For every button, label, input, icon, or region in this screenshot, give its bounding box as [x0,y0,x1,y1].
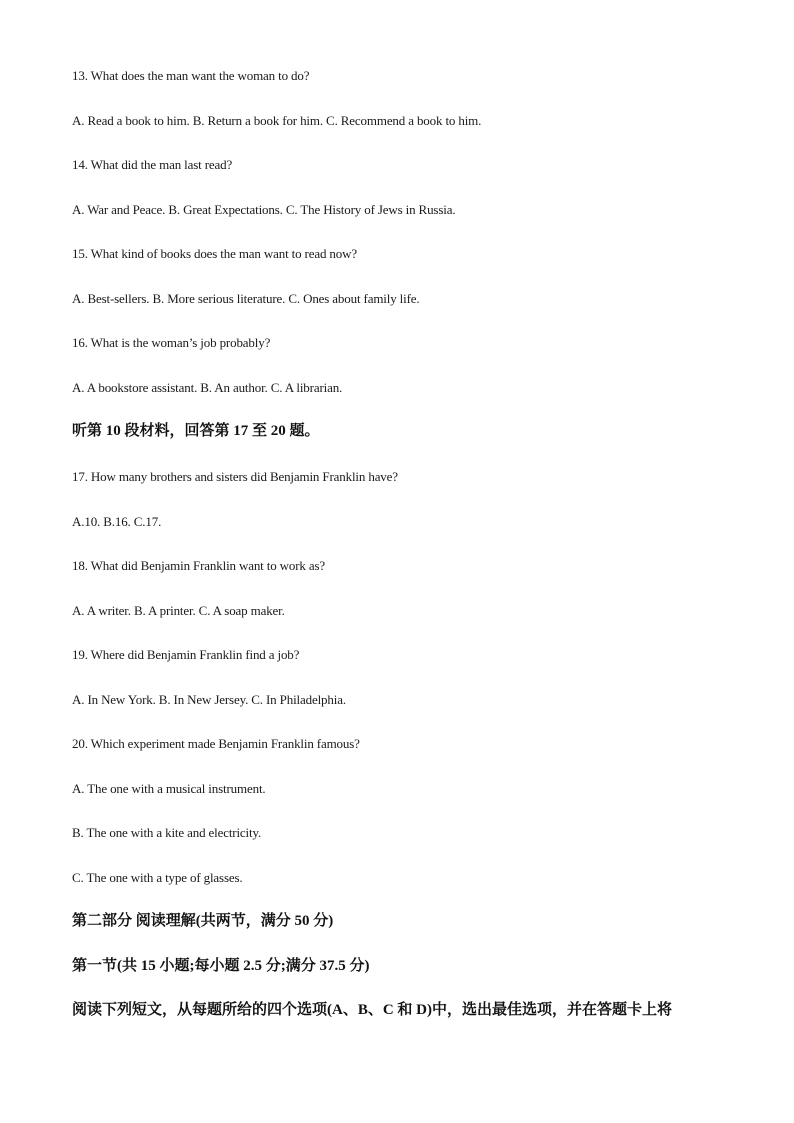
reading-instruction: 阅读下列短文，从每题所给的四个选项(A、B、C 和 D)中，选出最佳选项，并在答题卡上将 [72,1002,672,1018]
section-one-heading: 第一节(共 15 小题;每小题 2.5 分;满分 37.5 分) [72,958,370,974]
question-15: 15. What kind of books does the man want to read now? [72,246,357,261]
option-20-b: B. The one with a kite and electricity. [72,825,262,840]
question-18: 18. What did Benjamin Franklin want to work as? [72,558,326,573]
options-19: A. In New York. B. In New Jersey. C. In Philadelphia. [72,692,346,707]
options-17: A.10. B.16. C.17. [72,514,162,529]
options-13: A. Read a book to him. B. Return a book for him. C. Recommend a book to him. [72,113,482,128]
question-17: 17. How many brothers and sisters did Benjamin Franklin have? [72,469,398,484]
question-14: 14. What did the man last read? [72,157,233,172]
option-20-c: C. The one with a type of glasses. [72,870,243,885]
options-14: A. War and Peace. B. Great Expectations. C. The History of Jews in Russia. [72,202,456,217]
question-16: 16. What is the woman’s job probably? [72,335,271,350]
question-19: 19. Where did Benjamin Franklin find a job? [72,647,300,662]
section-instruction-10: 听第 10 段材料，回答第 17 至 20 题。 [72,423,320,439]
question-20: 20. Which experiment made Benjamin Franklin famous? [72,736,360,751]
options-16: A. A bookstore assistant. B. An author. C. A librarian. [72,380,343,395]
question-13: 13. What does the man want the woman to do? [72,68,310,83]
part-two-heading: 第二部分 阅读理解(共两节，满分 50 分) [72,913,334,929]
option-20-a: A. The one with a musical instrument. [72,781,266,796]
options-15: A. Best-sellers. B. More serious literature. C. Ones about family life. [72,291,420,306]
options-18: A. A writer. B. A printer. C. A soap maker. [72,603,285,618]
